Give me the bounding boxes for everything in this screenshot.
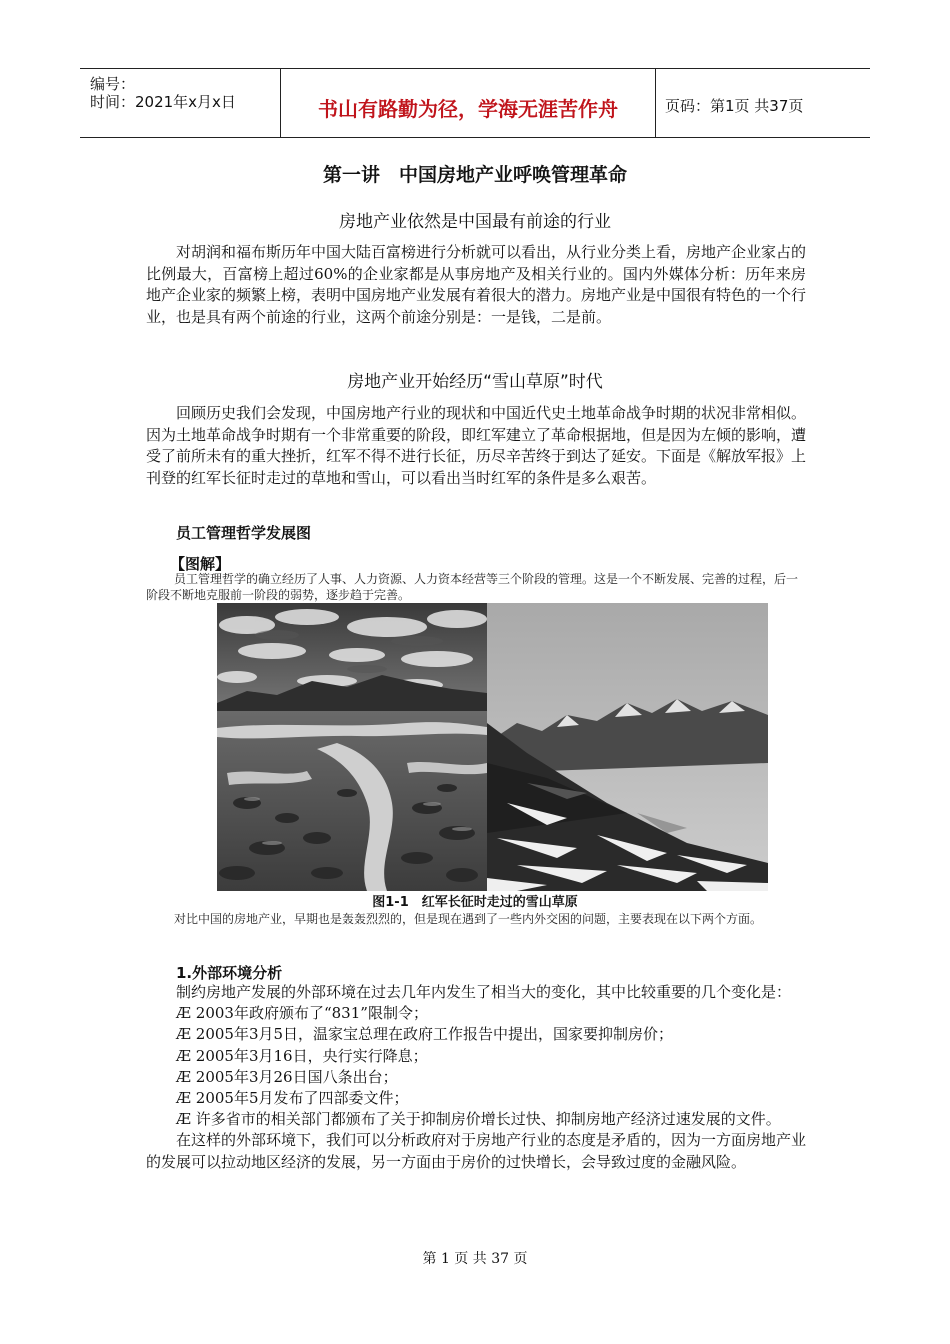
bullet-text: 2005年3月16日，央行实行降息；	[195, 1046, 428, 1065]
section3-body	[146, 982, 806, 1173]
after-figure-text: 对比中国的房地产业，早期也是轰轰烈烈的，但是现在遇到了一些内外交困的问题，主要表现在以下两个方面。	[174, 912, 763, 926]
section2-heading: 房地产业开始经历“雪山草原”时代	[347, 372, 603, 392]
snow-mountain-photo	[487, 603, 768, 891]
illustration-text: 员工管理哲学的确立经历了人事、人力资源、人力资本经营等三个阶段的管理。这是一个不断发展、完善的过程，后一阶段不断地克服前一阶段的弱势，逐步趋于完善。	[146, 572, 799, 602]
bullet-text: 2005年5月发布了四部委文件；	[195, 1089, 409, 1108]
bullet-marker: Æ	[176, 1089, 192, 1108]
section1-paragraph: 对胡润和福布斯历年中国大陆百富榜进行分析就可以看出，从行业分类上看，房地产企业家占的比例最大，百富榜上超过60%的企业家都是从事房地产及相关行业的。国内外媒体分析：历年来房地产企业家的频繁上榜，表明中国房地产业发展有着很大的潜力。房地产业是中国很有特色的一个行业，也是具有两个前途的行业，这两个前途分别是：一是钱，二是前。	[146, 243, 807, 326]
bullet-text: 许多省市的相关部门都颁布了关于抑制房价增长过快、抑制房地产经济过速发展的文件。	[195, 1110, 781, 1129]
header-meta-cell	[80, 69, 280, 137]
section2-paragraph: 回顾历史我们会发现，中国房地产行业的现状和中国近代史土地革命战争时期的状况非常相似。因为土地革命战争时期有一个非常重要的阶段，即红军建立了革命根据地，但是因为左倾的影响，遭受了前所未有的重大挫折，红军不得不进行长征，历尽辛苦终于到达了延安。下面是《解放军报》上刊登的红军长征时走过的草地和雪山，可以看出当时红军的条件是多么艰苦。	[146, 404, 807, 487]
bullet-marker: Æ	[176, 1110, 192, 1129]
section3-heading: 1.外部环境分析	[176, 964, 283, 982]
section3-conclusion: 在这样的外部环境下，我们可以分析政府对于房地产行业的态度是矛盾的，因为一方面房地产业的发展可以拉动地区经济的发展，另一方面由于房价的过快增长，会导致过度的金融风险。	[146, 1131, 807, 1171]
bullet-item	[146, 1024, 806, 1045]
bullet-text: 2005年3月5日，温家宝总理在政府工作报告中提出，国家要抑制房价；	[195, 1025, 674, 1044]
bullet-item	[146, 1046, 806, 1067]
slogan: 书山有路勤为径，学海无涯苦作舟	[318, 97, 618, 121]
illustration-label: 【图解】	[170, 555, 231, 573]
bullet-text: 2003年政府颁布了“831”限制令；	[195, 1004, 428, 1023]
page-footer: 第 1 页 共 37 页	[422, 1251, 528, 1267]
grassland-photo	[217, 603, 487, 891]
bullet-item	[146, 1088, 806, 1109]
time-label: 时间：2021年x月x日	[90, 93, 236, 111]
section1-heading: 房地产业依然是中国最有前途的行业	[339, 212, 611, 232]
bullet-item	[146, 1003, 806, 1024]
page-info: 页码：第1页 共37页	[665, 97, 804, 115]
bullet-text: 2005年3月26日国八条出台；	[195, 1067, 398, 1086]
bullet-item	[146, 1067, 806, 1088]
diagram-heading: 员工管理哲学发展图	[176, 524, 312, 542]
header-page-cell	[655, 69, 870, 137]
bullet-marker: Æ	[176, 1004, 192, 1023]
page-title: 第一讲 中国房地产业呼唤管理革命	[322, 164, 627, 186]
bullet-marker: Æ	[176, 1067, 192, 1086]
number-label: 编号：	[90, 75, 136, 93]
header-slogan-cell	[280, 69, 656, 137]
section3-intro: 制约房地产发展的外部环境在过去几年内发生了相当大的变化，其中比较重要的几个变化是：	[176, 983, 792, 1001]
figure-caption: 图1-1 红军长征时走过的雪山草原	[372, 895, 578, 910]
bullet-marker: Æ	[176, 1025, 192, 1044]
header-table	[80, 68, 870, 138]
bullet-marker: Æ	[176, 1046, 192, 1065]
bullet-item	[146, 1109, 806, 1130]
